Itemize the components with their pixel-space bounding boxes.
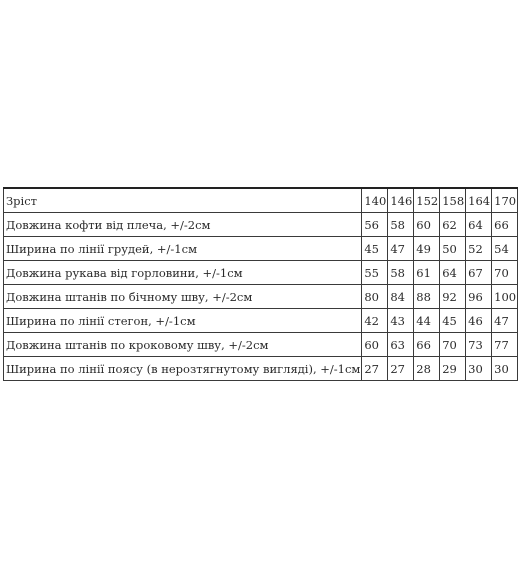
- row-label: Ширина по лінії стегон, +/-1см: [4, 309, 362, 333]
- row-label: Ширина по лінії поясу (в нерозтягнутому вигляді), +/-1см: [4, 357, 362, 381]
- size-header-cell: 170: [492, 188, 518, 213]
- value-cell: 92: [440, 285, 466, 309]
- value-cell: 70: [492, 261, 518, 285]
- value-cell: 27: [362, 357, 388, 381]
- size-header-cell: 152: [414, 188, 440, 213]
- table-row: [4, 285, 518, 309]
- value-cell: 30: [492, 357, 518, 381]
- value-cell: 80: [362, 285, 388, 309]
- value-cell: 44: [414, 309, 440, 333]
- value-cell: 64: [440, 261, 466, 285]
- size-chart-body: [4, 188, 518, 381]
- value-cell: 42: [362, 309, 388, 333]
- size-header-cell: 164: [466, 188, 492, 213]
- value-cell: 27: [388, 357, 414, 381]
- size-header-cell: 146: [388, 188, 414, 213]
- value-cell: 66: [492, 213, 518, 237]
- size-header-cell: 140: [362, 188, 388, 213]
- value-cell: 29: [440, 357, 466, 381]
- value-cell: 47: [492, 309, 518, 333]
- value-cell: 30: [466, 357, 492, 381]
- row-label: Ширина по лінії грудей, +/-1см: [4, 237, 362, 261]
- value-cell: 77: [492, 333, 518, 357]
- value-cell: 47: [388, 237, 414, 261]
- value-cell: 70: [440, 333, 466, 357]
- row-label: Довжина кофти від плеча, +/-2см: [4, 213, 362, 237]
- value-cell: 58: [388, 213, 414, 237]
- row-label: Довжина штанів по кроковому шву, +/-2см: [4, 333, 362, 357]
- value-cell: 60: [414, 213, 440, 237]
- value-cell: 63: [388, 333, 414, 357]
- row-label: Довжина рукава від горловини, +/-1см: [4, 261, 362, 285]
- table-row: [4, 309, 518, 333]
- value-cell: 52: [466, 237, 492, 261]
- value-cell: 45: [440, 309, 466, 333]
- value-cell: 50: [440, 237, 466, 261]
- value-cell: 67: [466, 261, 492, 285]
- row-label: Довжина штанів по бічному шву, +/-2см: [4, 285, 362, 309]
- table-row: [4, 213, 518, 237]
- table-row: [4, 333, 518, 357]
- value-cell: 64: [466, 213, 492, 237]
- value-cell: 49: [414, 237, 440, 261]
- table-row: [4, 237, 518, 261]
- size-header-cell: 158: [440, 188, 466, 213]
- table-row: [4, 261, 518, 285]
- value-cell: 73: [466, 333, 492, 357]
- value-cell: 56: [362, 213, 388, 237]
- value-cell: 88: [414, 285, 440, 309]
- value-cell: 55: [362, 261, 388, 285]
- value-cell: 28: [414, 357, 440, 381]
- value-cell: 84: [388, 285, 414, 309]
- value-cell: 43: [388, 309, 414, 333]
- header-row: [4, 188, 518, 213]
- value-cell: 54: [492, 237, 518, 261]
- header-label: Зріст: [4, 188, 362, 213]
- value-cell: 96: [466, 285, 492, 309]
- table-row: [4, 357, 518, 381]
- size-chart-table: [3, 187, 518, 381]
- value-cell: 60: [362, 333, 388, 357]
- value-cell: 62: [440, 213, 466, 237]
- value-cell: 61: [414, 261, 440, 285]
- value-cell: 100: [492, 285, 518, 309]
- value-cell: 46: [466, 309, 492, 333]
- value-cell: 58: [388, 261, 414, 285]
- value-cell: 66: [414, 333, 440, 357]
- value-cell: 45: [362, 237, 388, 261]
